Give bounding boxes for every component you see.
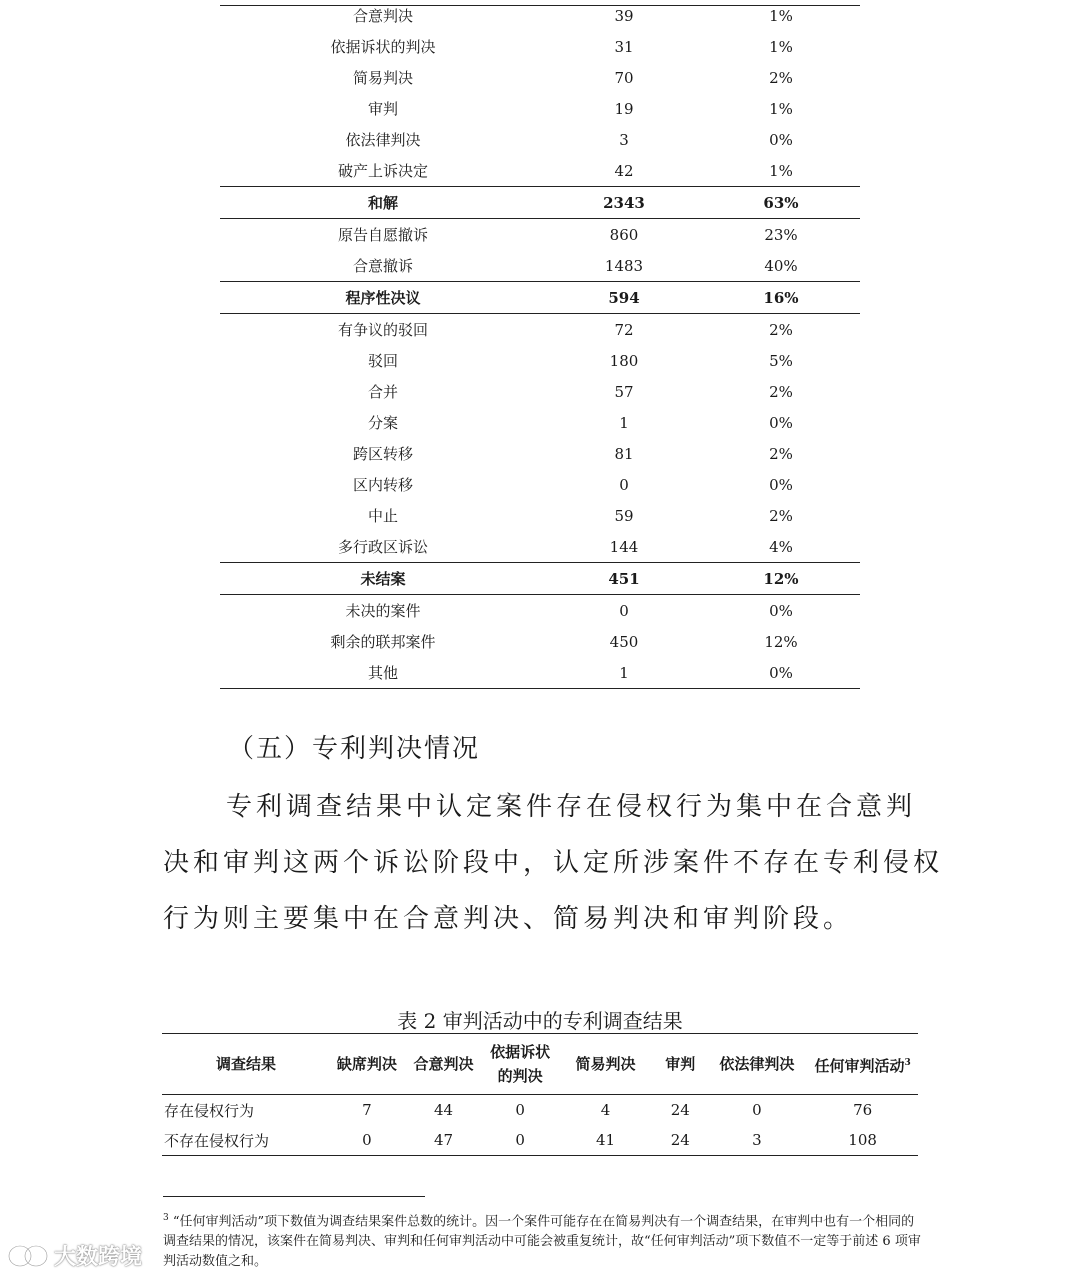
case-count: 57 <box>614 382 634 401</box>
case-percent: 4% <box>769 537 793 556</box>
row-label: 剩余的联邦案件 <box>330 633 436 651</box>
table-row <box>162 1125 918 1156</box>
row-label: 审判 <box>367 100 398 118</box>
category-row <box>220 563 860 595</box>
row-label: 依法律判决 <box>345 131 421 149</box>
table-row <box>220 407 860 438</box>
column-header <box>483 1034 557 1095</box>
cell-value: 24 <box>670 1131 690 1149</box>
cell-value: 76 <box>853 1101 873 1119</box>
cell-value: 41 <box>595 1131 616 1149</box>
case-count: 594 <box>546 282 702 314</box>
cell-value: 3 <box>752 1131 762 1149</box>
case-percent: 2% <box>769 320 793 339</box>
row-label: 和解 <box>220 187 546 219</box>
case-percent: 1% <box>769 37 793 56</box>
case-outcome-table <box>220 0 860 689</box>
case-count: 450 <box>609 632 639 651</box>
column-header: 合意判决 <box>404 1034 484 1095</box>
table-row <box>220 438 860 469</box>
table-row <box>220 250 860 282</box>
table-row <box>220 469 860 500</box>
row-label: 其他 <box>220 657 546 689</box>
case-percent: 12% <box>702 563 860 595</box>
table-row <box>220 124 860 155</box>
case-percent: 0% <box>769 413 793 432</box>
row-label: 有争议的驳回 <box>337 321 428 339</box>
case-percent: 5% <box>769 351 793 370</box>
row-label: 合意判决 <box>352 7 413 25</box>
footnote-rule <box>163 1196 425 1197</box>
case-count: 0 <box>619 475 629 494</box>
table-row <box>220 345 860 376</box>
case-count: 70 <box>614 68 634 87</box>
cell-value: 108 <box>848 1131 877 1149</box>
table-header-row <box>162 1034 918 1095</box>
case-count: 2343 <box>546 187 702 219</box>
cell-value: 44 <box>433 1101 454 1119</box>
patent-findings-table-body <box>162 1095 918 1156</box>
case-count: 1 <box>546 657 702 689</box>
section-heading: （五）专利判决情况 <box>228 734 481 764</box>
case-count: 59 <box>614 506 634 525</box>
column-header: 依法律判决 <box>707 1034 808 1095</box>
table-row <box>220 62 860 93</box>
cell-value: 47 <box>433 1131 454 1149</box>
table-row <box>220 531 860 563</box>
case-count: 19 <box>614 99 634 118</box>
footnote-mark: 3 <box>904 1057 911 1068</box>
case-count: 81 <box>614 444 634 463</box>
paragraph-line: 决和审判这两个诉讼阶段中，认定所涉案件不存在专利侵权 <box>163 848 944 878</box>
footnote-text: “任何审判活动”项下数值为调查结果案件总数的统计。因一个案件可能存在在简易判决有一个调查结果，在审判中也有一个相同的调查结果的情况，该案件在简易判决、审判和任何审判活动中可能会被重复统计，故“任何审判活动”项下数值不一定等于前述 6 项审判活动数值之和。 <box>163 1214 921 1270</box>
cell-value: 0 <box>362 1131 372 1149</box>
case-percent: 2% <box>769 68 793 87</box>
case-percent: 0% <box>702 657 860 689</box>
case-count: 1483 <box>604 256 644 275</box>
footnote <box>163 1208 923 1272</box>
table-row <box>220 657 860 689</box>
column-header: 缺席判决 <box>330 1034 404 1095</box>
paragraph-line: 专利调查结果中认定案件存在侵权行为集中在合意判 <box>226 792 917 822</box>
watermark-text: 大数跨境 <box>54 1245 143 1270</box>
case-outcome-table-body <box>220 0 860 689</box>
case-count: 144 <box>609 537 639 556</box>
case-percent: 12% <box>764 632 798 651</box>
row-label: 不存在侵权行为 <box>164 1131 270 1150</box>
cell-value: 7 <box>362 1101 372 1119</box>
column-header: 调查结果 <box>162 1034 330 1095</box>
case-count: 39 <box>614 6 634 25</box>
cell-value: 0 <box>752 1101 762 1119</box>
footnote-mark: 3 <box>163 1213 169 1223</box>
case-count: 72 <box>614 320 634 339</box>
case-count: 1 <box>619 413 629 432</box>
case-count: 0 <box>619 601 629 620</box>
column-header-line: 的判决 <box>497 1067 543 1085</box>
row-label: 破产上诉决定 <box>337 162 428 180</box>
table2-caption: 表 2 审判活动中的专利调查结果 <box>397 1009 683 1033</box>
watermark-logo-icon <box>6 1242 50 1270</box>
table-row <box>220 0 860 31</box>
table-row <box>220 219 860 251</box>
row-label: 驳回 <box>367 352 398 370</box>
paragraph-line: 行为则主要集中在合意判决、简易判决和审判阶段。 <box>163 904 854 934</box>
case-percent: 2% <box>769 506 793 525</box>
case-count: 31 <box>614 37 634 56</box>
cell-value: 0 <box>515 1101 525 1119</box>
case-percent: 1% <box>769 99 793 118</box>
case-count: 860 <box>609 225 639 244</box>
case-percent: 0% <box>769 601 793 620</box>
case-percent: 1% <box>769 6 793 25</box>
case-percent: 2% <box>769 382 793 401</box>
case-percent: 0% <box>769 475 793 494</box>
row-label: 未决的案件 <box>345 602 421 620</box>
row-label: 中止 <box>367 507 398 525</box>
table-row <box>220 155 860 187</box>
category-row <box>220 282 860 314</box>
table-row <box>220 376 860 407</box>
row-label: 程序性决议 <box>220 282 546 314</box>
table-row <box>220 31 860 62</box>
table-row <box>220 595 860 627</box>
column-header <box>807 1034 918 1095</box>
table-row <box>220 314 860 346</box>
row-label: 分案 <box>367 414 398 432</box>
row-label: 合意撤诉 <box>352 257 413 275</box>
case-count: 180 <box>609 351 639 370</box>
row-label: 合并 <box>367 383 398 401</box>
case-percent: 23% <box>764 225 798 244</box>
row-label: 简易判决 <box>352 69 413 87</box>
column-header-text: 任何审判活动 <box>814 1056 905 1075</box>
patent-findings-table <box>162 1033 918 1156</box>
case-percent: 2% <box>769 444 793 463</box>
case-percent: 16% <box>702 282 860 314</box>
column-header-line: 依据诉状 <box>490 1043 551 1061</box>
table-row <box>220 626 860 657</box>
table-row <box>162 1095 918 1126</box>
row-label: 跨区转移 <box>352 445 413 463</box>
row-label: 区内转移 <box>352 476 413 494</box>
cell-value: 4 <box>600 1101 611 1119</box>
case-count: 451 <box>546 563 702 595</box>
case-percent: 0% <box>769 130 793 149</box>
row-label: 原告自愿撤诉 <box>337 226 428 244</box>
case-percent: 1% <box>769 161 793 180</box>
case-percent: 63% <box>702 187 860 219</box>
case-percent: 40% <box>764 256 798 275</box>
cell-value: 0 <box>515 1131 525 1149</box>
case-count: 42 <box>614 161 634 180</box>
category-row <box>220 187 860 219</box>
watermark <box>6 1240 142 1271</box>
row-label: 多行政区诉讼 <box>337 538 428 556</box>
row-label: 存在侵权行为 <box>164 1101 255 1120</box>
cell-value: 24 <box>670 1101 690 1119</box>
row-label: 依据诉状的判决 <box>330 38 436 56</box>
table-row <box>220 500 860 531</box>
table-row <box>220 93 860 124</box>
column-header: 审判 <box>654 1034 707 1095</box>
case-count: 3 <box>619 130 629 149</box>
row-label: 未结案 <box>220 563 546 595</box>
column-header: 简易判决 <box>557 1034 654 1095</box>
